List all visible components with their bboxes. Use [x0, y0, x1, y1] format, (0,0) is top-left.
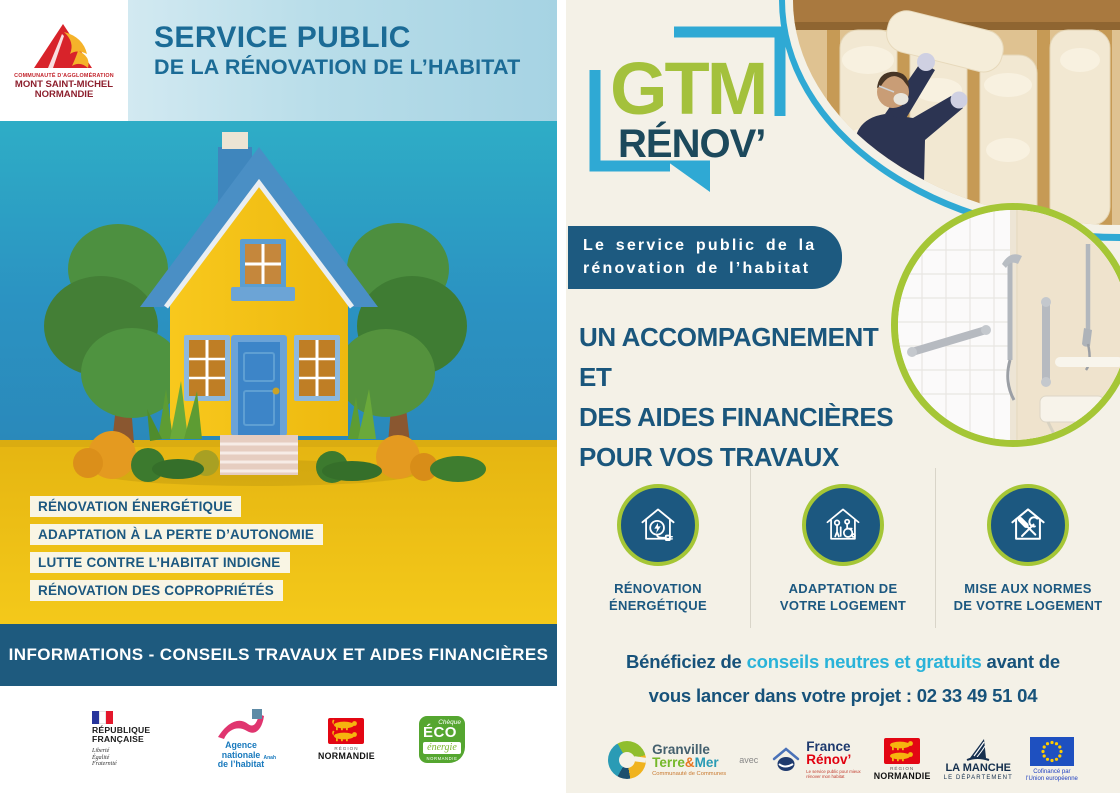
left-title-strip — [128, 0, 557, 121]
house-illustration — [0, 121, 557, 624]
heading-line3: POUR VOS TRAVAUX — [579, 442, 839, 472]
eco-eco-label: ÉCO — [422, 724, 457, 741]
right-partner-logos — [566, 726, 1120, 793]
republique-francaise-logo — [92, 711, 164, 768]
eco-energie-label: énergie — [423, 742, 461, 754]
left-partner-logos — [0, 686, 557, 793]
service-label: MISE AUX NORMES DE VOTRE LOGEMENT — [953, 581, 1103, 613]
anah-logo — [208, 709, 277, 770]
normandie-flag-icon — [328, 718, 364, 744]
left-page — [0, 0, 557, 793]
eco-cheque-label: Chèque — [438, 719, 461, 726]
granville-tagline: Communauté de Communes — [652, 770, 727, 777]
service-label: RÉNOVATION ÉNERGÉTIQUE — [609, 581, 707, 613]
service-public-badge — [568, 226, 842, 289]
anah-abbr: Anah — [263, 754, 277, 761]
contact-part3: avant de — [981, 651, 1060, 672]
france-renov-tagline: Le service public pour mieux rénover mon habitat — [806, 769, 861, 779]
house-accessibility-icon-svg — [821, 503, 865, 547]
bathroom-scene-image — [898, 210, 1120, 440]
mont-saint-michel-logo-icon — [33, 22, 95, 70]
eu-caption: Cofinancé par l’Union européenne — [1025, 768, 1078, 782]
gtm-renov-logo — [582, 20, 794, 192]
french-flag-icon — [92, 711, 164, 724]
granville-line1: Granville — [652, 741, 710, 757]
france-renov-house-icon — [771, 746, 801, 774]
granville-g-icon — [608, 741, 646, 779]
region-normandie-logo-right — [874, 738, 931, 781]
pill-adaptation-autonomie: ADAPTATION À LA PERTE D’AUTONOMIE — [30, 524, 323, 545]
topic-pill-list — [30, 496, 323, 608]
contact-part1: Bénéficiez de — [626, 651, 747, 672]
region-normandie-logo — [318, 718, 375, 761]
la-manche-label: LA MANCHE — [945, 762, 1012, 774]
avec-label: avec — [739, 754, 759, 765]
pill-renovation-energetique: RÉNOVATION ÉNERGÉTIQUE — [30, 496, 241, 517]
accessible-bathroom-photo — [891, 203, 1120, 447]
normandie-region-label: RÉGION — [334, 746, 359, 751]
renov-label: Rénov’ — [806, 752, 852, 767]
logo-line3: NORMANDIE — [34, 88, 94, 100]
france-renov-logo — [771, 740, 860, 779]
cheque-eco-logo — [419, 716, 465, 763]
rf-line1: RÉPUBLIQUE — [92, 724, 151, 735]
house-energy-icon — [617, 484, 699, 566]
la-manche-sail-icon — [965, 737, 991, 762]
info-bar-text: INFORMATIONS - CONSEILS TRAVAUX ET AIDES FINANCIÈRES — [8, 645, 549, 664]
contact-line1 — [566, 645, 1120, 679]
house-energy-icon-svg — [636, 503, 680, 547]
eco-normandie-label: NORMANDIE — [426, 756, 458, 761]
heading-line1: UN ACCOMPAGNEMENT ET — [579, 322, 879, 392]
insulation-worker-photo — [793, 0, 1120, 225]
anah-line1: Agence — [225, 740, 257, 751]
service-adaptation-logement — [750, 468, 935, 628]
anah-swoosh-icon — [216, 709, 266, 741]
badge-line2: rénovation de l’habitat — [583, 260, 811, 277]
house-accessibility-icon — [802, 484, 884, 566]
left-title-line2: DE LA RÉNOVATION DE L’HABITAT — [154, 55, 521, 79]
pill-habitat-indigne: LUTTE CONTRE L’HABITAT INDIGNE — [30, 552, 290, 573]
badge-line1: Le service public de la — [583, 237, 817, 254]
heading-line2: DES AIDES FINANCIÈRES — [579, 402, 894, 432]
service-mise-aux-normes — [935, 468, 1120, 628]
contact-highlight: conseils neutres et gratuits — [746, 651, 982, 672]
house-tools-icon-svg — [1006, 503, 1050, 547]
logo-line2: MONT SAINT-MICHEL — [14, 78, 114, 90]
gtm-wordmark: GTM — [610, 47, 766, 130]
renov-wordmark: RÉNOV’ — [618, 122, 766, 166]
main-heading — [579, 317, 909, 477]
la-manche-logo — [944, 737, 1013, 782]
anah-line2: nationale — [221, 749, 261, 760]
service-label: ADAPTATION DE VOTRE LOGEMENT — [779, 581, 907, 613]
normandie-flag-icon — [884, 738, 920, 764]
insulation-scene-image — [793, 0, 1120, 225]
departement-label: LE DÉPARTEMENT — [943, 775, 1013, 781]
anah-line3: de l’habitat — [217, 759, 265, 770]
left-title-line1: SERVICE PUBLIC — [154, 21, 411, 54]
contact-text — [566, 645, 1120, 713]
left-header — [0, 0, 557, 121]
granville-line2: Terre&Mer — [652, 754, 719, 770]
france-label: France — [806, 739, 851, 754]
pill-coproprietes: RÉNOVATION DES COPROPRIÉTÉS — [30, 580, 283, 601]
eu-flag-icon — [1030, 737, 1074, 766]
granville-terre-mer-logo — [608, 741, 726, 779]
contact-line2-phone: vous lancer dans votre projet : 02 33 49 51 04 — [648, 685, 1038, 706]
msm-normandie-logo — [0, 0, 128, 121]
normandie-name-label: NORMANDIE — [873, 771, 931, 781]
rf-line2: FRANÇAISE — [92, 734, 144, 745]
services-row — [566, 468, 1120, 628]
normandie-name-label: NORMANDIE — [318, 751, 375, 761]
eu-cofunding-logo — [1026, 737, 1078, 783]
logo-line1: COMMUNAUTÉ D’AGGLOMÉRATION — [14, 72, 114, 79]
rf-motto: Liberté Égalité Fraternité — [92, 747, 117, 768]
right-page — [566, 0, 1120, 793]
info-bar — [0, 624, 557, 686]
service-renovation-energetique — [566, 468, 750, 628]
normandie-region-label: RÉGION — [890, 766, 915, 771]
house-tools-icon — [987, 484, 1069, 566]
